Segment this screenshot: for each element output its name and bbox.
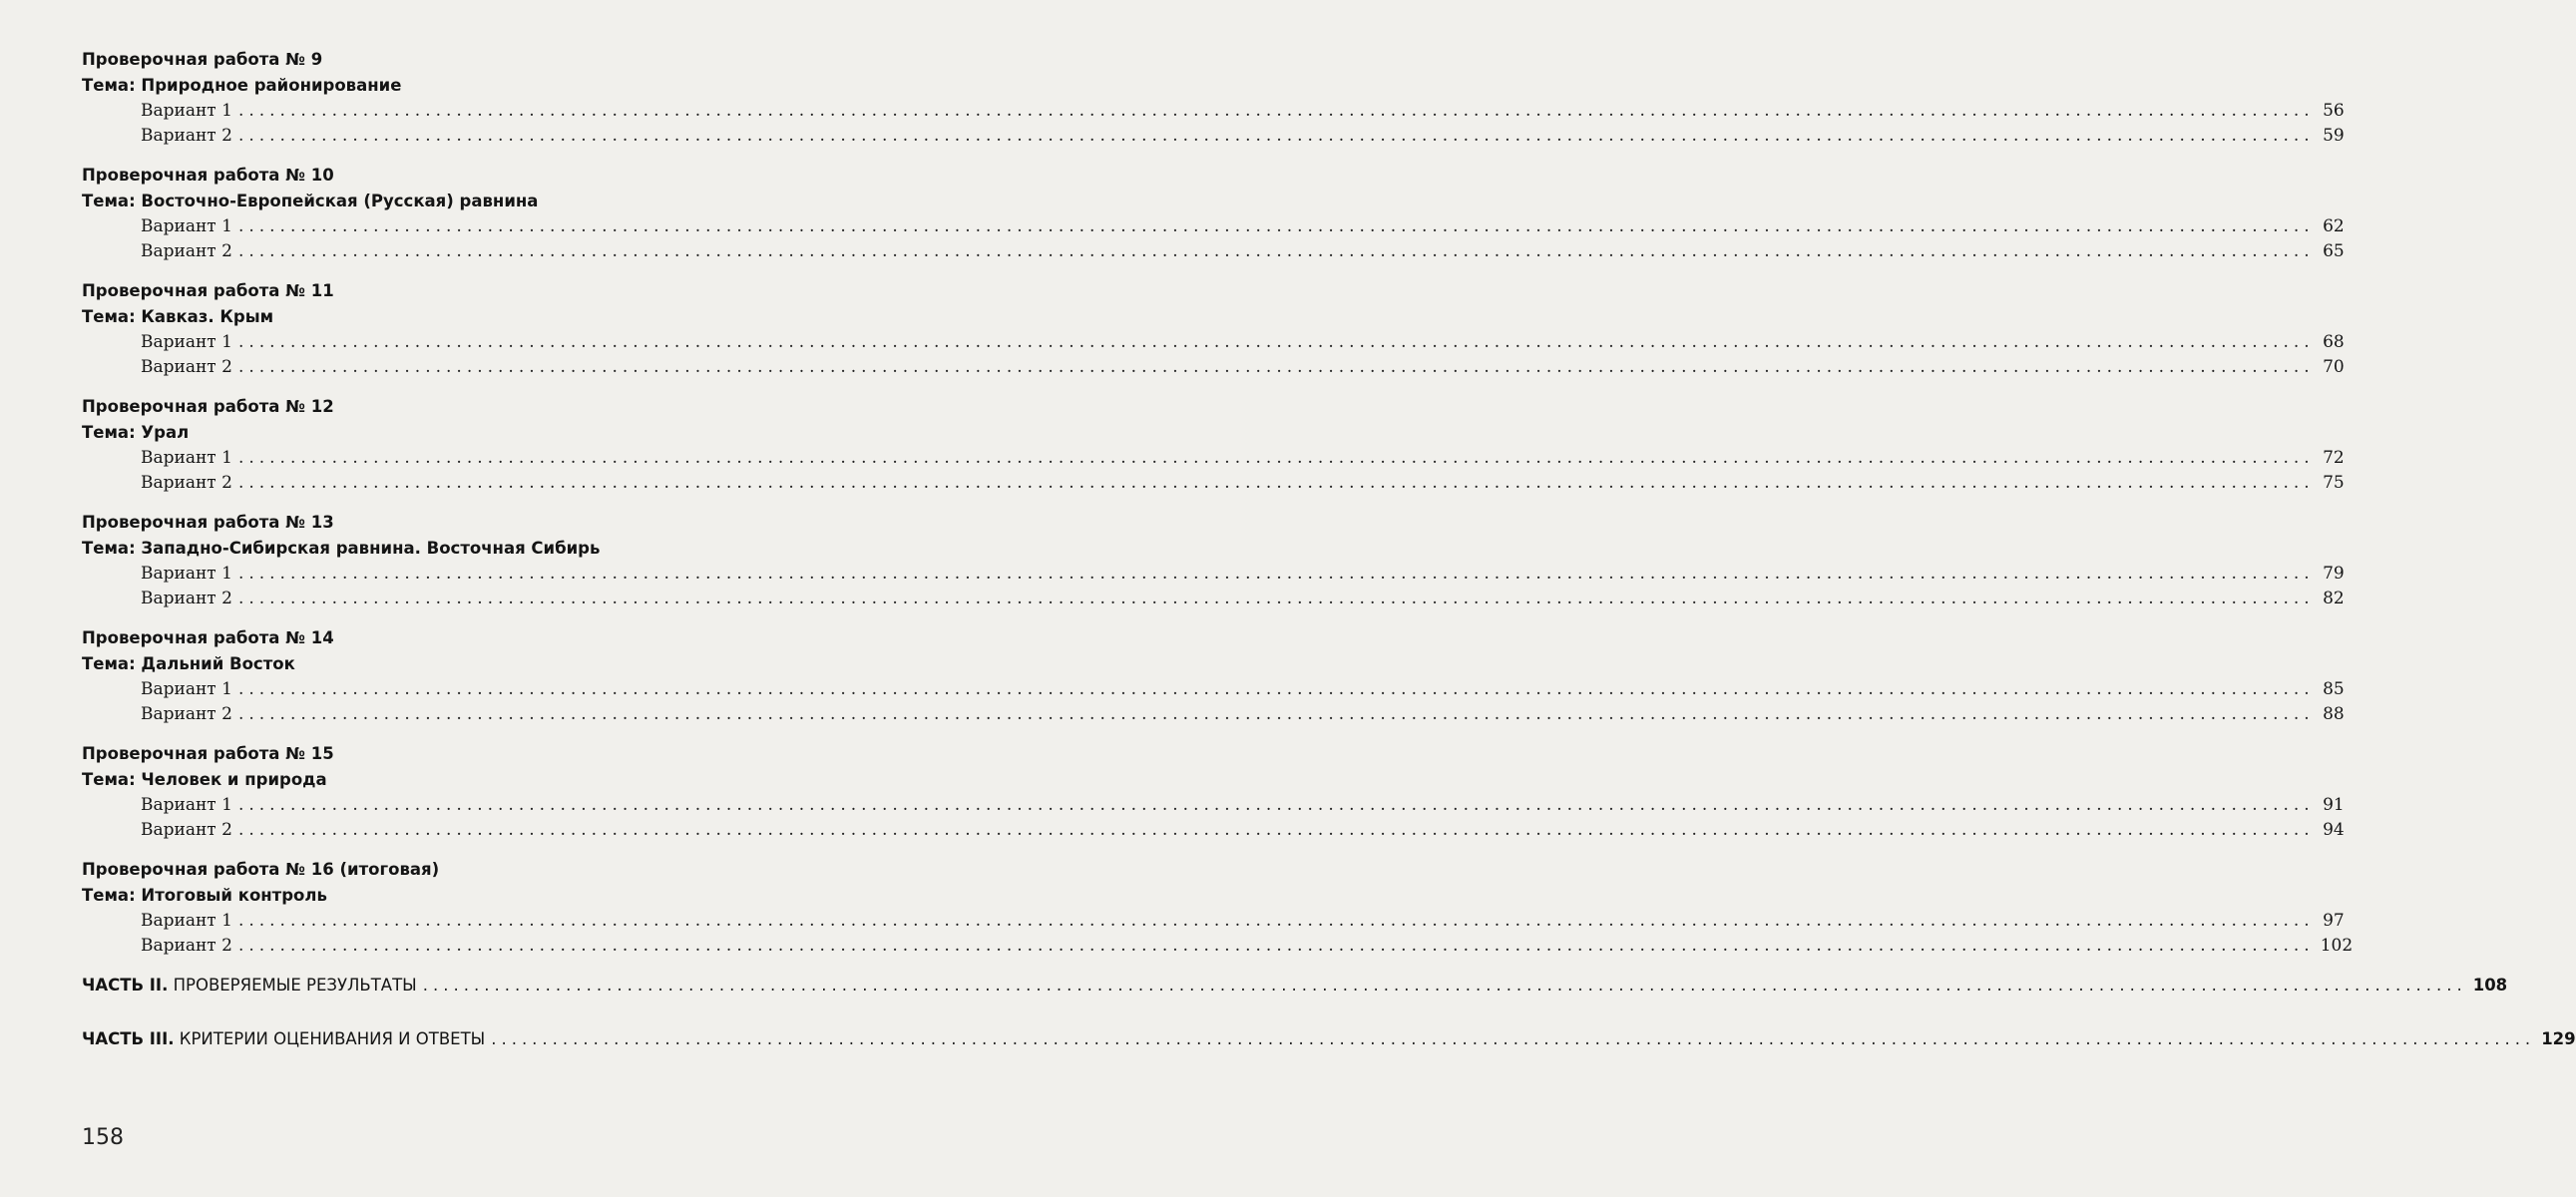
variant-line xyxy=(82,99,2345,124)
variant-line xyxy=(82,214,2345,239)
part-2-line xyxy=(82,973,2508,998)
entry-title: Проверочная работа № 9 xyxy=(82,50,323,69)
part-2-prefix: ЧАСТЬ II. xyxy=(82,976,169,995)
entry-topic: Тема: Кавказ. Крым xyxy=(82,307,274,326)
variant-line xyxy=(82,562,2345,587)
variant-label: Вариант 1 xyxy=(141,216,232,236)
variant-line xyxy=(82,446,2345,471)
variant-label: Вариант 2 xyxy=(141,473,232,493)
variant-label: Вариант 1 xyxy=(141,332,232,352)
variant-page: 59 xyxy=(2323,126,2345,146)
leader-dots: ........................................................................................................................................................................................................ xyxy=(237,332,2315,352)
toc-entry xyxy=(82,278,2345,380)
leader-dots: ........................................................................................................................................................................................................ xyxy=(237,704,2315,724)
leader-dots: ........................................................................................................................................................................................................ xyxy=(237,564,2315,584)
entry-title: Проверочная работа № 10 xyxy=(82,166,334,185)
variant-page: 62 xyxy=(2323,216,2345,236)
leader-dots: ........................................................................................................................................................................................................ xyxy=(237,911,2315,931)
entry-title: Проверочная работа № 13 xyxy=(82,513,334,532)
leader-dots: ........................................................................................................................................................................................................ xyxy=(237,820,2315,840)
table-of-contents xyxy=(82,47,2576,1052)
entry-topic: Тема: Восточно-Европейская (Русская) равнина xyxy=(82,192,539,210)
entry-title: Проверочная работа № 16 (итоговая) xyxy=(82,860,440,879)
variant-line xyxy=(82,239,2345,264)
variant-label: Вариант 2 xyxy=(141,357,232,377)
part-3-line xyxy=(82,1026,2576,1052)
entry-topic: Тема: Дальний Восток xyxy=(82,654,295,673)
leader-dots: ........................................................................................................................................................................................................ xyxy=(237,473,2315,493)
toc-entry xyxy=(82,857,2354,959)
variant-label: Вариант 2 xyxy=(141,704,232,724)
variant-label: Вариант 2 xyxy=(141,820,232,840)
variant-label: Вариант 1 xyxy=(141,911,232,931)
variant-page: 75 xyxy=(2323,473,2345,493)
entry-title: Проверочная работа № 12 xyxy=(82,397,334,416)
leader-dots: ........................................................................................................................................................................................................ xyxy=(491,1029,2536,1048)
variant-page: 88 xyxy=(2323,704,2345,724)
variant-label: Вариант 1 xyxy=(141,101,232,121)
entry-title: Проверочная работа № 15 xyxy=(82,744,334,763)
variant-page: 82 xyxy=(2323,589,2345,608)
toc-entry xyxy=(82,163,2345,264)
variant-page: 94 xyxy=(2323,820,2345,840)
leader-dots: ........................................................................................................................................................................................................ xyxy=(237,101,2315,121)
part-2-label xyxy=(82,973,417,998)
part-3-label xyxy=(82,1026,485,1052)
toc-entry xyxy=(82,394,2345,496)
leader-dots: ........................................................................................................................................................................................................ xyxy=(237,357,2315,377)
variant-page: 79 xyxy=(2323,564,2345,584)
part-2-title: ПРОВЕРЯЕМЫЕ РЕЗУЛЬТАТЫ xyxy=(173,976,417,995)
variant-line xyxy=(82,677,2345,702)
variant-page: 91 xyxy=(2323,795,2345,815)
variant-line xyxy=(82,909,2345,934)
leader-dots: ........................................................................................................................................................................................................ xyxy=(237,241,2315,261)
variant-line xyxy=(82,587,2345,611)
variant-line xyxy=(82,818,2345,843)
variant-label: Вариант 2 xyxy=(141,126,232,146)
variant-page: 97 xyxy=(2323,911,2345,931)
part-2-page: 108 xyxy=(2472,976,2508,995)
variant-line xyxy=(82,124,2345,149)
leader-dots: ........................................................................................................................................................................................................ xyxy=(237,216,2315,236)
entry-topic: Тема: Природное районирование xyxy=(82,76,402,95)
variant-line xyxy=(82,471,2345,496)
entry-title: Проверочная работа № 11 xyxy=(82,281,334,300)
variant-label: Вариант 1 xyxy=(141,564,232,584)
variant-page: 102 xyxy=(2320,936,2354,956)
toc-entry xyxy=(82,47,2345,149)
leader-dots: ........................................................................................................................................................................................................ xyxy=(422,976,2467,995)
variant-label: Вариант 2 xyxy=(141,936,232,956)
leader-dots: ........................................................................................................................................................................................................ xyxy=(237,589,2315,608)
variant-line xyxy=(82,330,2345,355)
entry-title: Проверочная работа № 14 xyxy=(82,628,334,647)
variant-page: 65 xyxy=(2323,241,2345,261)
variant-label: Вариант 1 xyxy=(141,448,232,468)
variant-label: Вариант 1 xyxy=(141,795,232,815)
part-3-title: КРИТЕРИИ ОЦЕНИВАНИЯ И ОТВЕТЫ xyxy=(179,1029,486,1048)
toc-entry xyxy=(82,741,2345,843)
variant-line xyxy=(82,702,2345,727)
variant-line xyxy=(82,355,2345,380)
variant-page: 56 xyxy=(2323,101,2345,121)
variant-label: Вариант 2 xyxy=(141,241,232,261)
entry-topic: Тема: Итоговый контроль xyxy=(82,886,327,905)
page-number: 158 xyxy=(82,1125,124,1150)
variant-label: Вариант 1 xyxy=(141,679,232,699)
variant-page: 72 xyxy=(2323,448,2345,468)
toc-entry xyxy=(82,510,2345,611)
toc-entry xyxy=(82,625,2345,727)
part-3-page: 129 xyxy=(2541,1029,2576,1048)
variant-page: 70 xyxy=(2323,357,2345,377)
entry-topic: Тема: Западно-Сибирская равнина. Восточная Сибирь xyxy=(82,539,601,558)
variant-label: Вариант 2 xyxy=(141,589,232,608)
leader-dots: ........................................................................................................................................................................................................ xyxy=(237,936,2315,956)
leader-dots: ........................................................................................................................................................................................................ xyxy=(237,126,2315,146)
leader-dots: ........................................................................................................................................................................................................ xyxy=(237,448,2315,468)
variant-page: 68 xyxy=(2323,332,2345,352)
part-3-prefix: ЧАСТЬ III. xyxy=(82,1029,175,1048)
variant-line xyxy=(82,793,2345,818)
leader-dots: ........................................................................................................................................................................................................ xyxy=(237,795,2315,815)
leader-dots: ........................................................................................................................................................................................................ xyxy=(237,679,2315,699)
entry-topic: Тема: Урал xyxy=(82,423,190,442)
variant-page: 85 xyxy=(2323,679,2345,699)
variant-line xyxy=(82,934,2354,959)
entry-topic: Тема: Человек и природа xyxy=(82,770,327,789)
